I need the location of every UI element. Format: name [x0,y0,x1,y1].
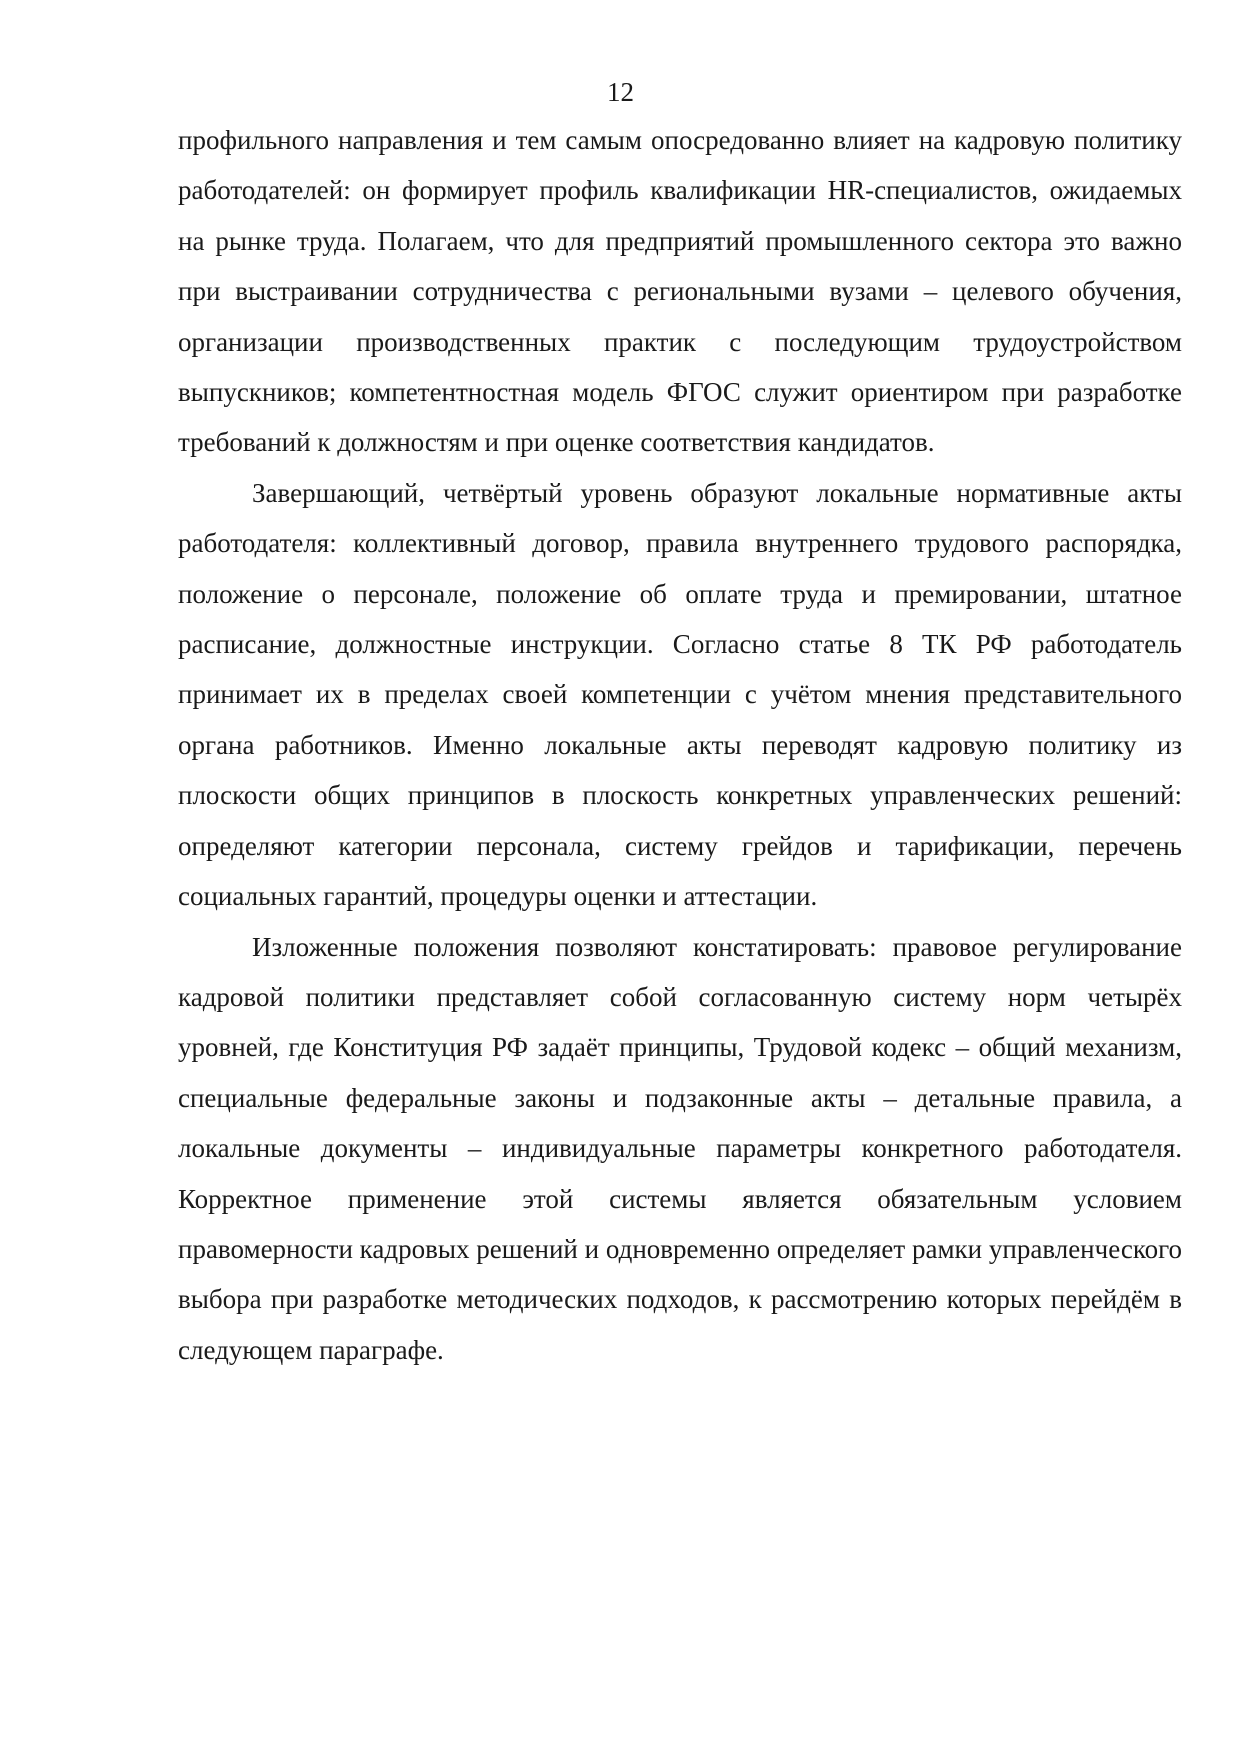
paragraph-conclusion: Изложенные положения позволяют констатировать: правовое регулирование кадровой политики представляет собой согласованную систему норм четырёх уровней, где Конституция РФ задаёт принципы, Трудовой кодекс – общий механизм, специальные федеральные законы и подзаконные акты – детальные правила, а локальные документы – индивидуальные параметры конкретного работодателя. Корректное применение этой системы является обязательным условием правомерности кадровых решений и одновременно определяет рамки управленческого выбора при разработке методических подходов, к рассмотрению которых перейдём в следующем параграфе. [178,931,1182,1365]
paragraph-local-acts: Завершающий, четвёртый уровень образуют локальные нормативные акты работодателя: коллективный договор, правила внутреннего трудового распорядка, положение о персонале, положение об оплате труда и премировании, штатное расписание, должностные инструкции. Согласно статье 8 ТК РФ работодатель принимает их в пределах своей компетенции с учётом мнения представительного органа работников. Именно локальные акты переводят кадровую политику из плоскости общих принципов в плоскость конкретных управленческих решений: определяют категории персонала, систему грейдов и тарификации, перечень социальных гарантий, процедуры оценки и аттестации. [178,477,1182,912]
page-number: 12 [607,77,634,107]
paragraph-continuation: профильного направления и тем самым опосредованно влияет на кадровую политику работодателей: он формирует профиль квалификации HR-специалистов, ожидаемых на рынке труда. Полагаем, что для предприятий промышленного сектора это важно при выстраивании сотрудничества с региональными вузами – целевого обучения, организации производственных практик с последующим трудоустройством выпускников; компетентностная модель ФГОС служит ориентиром при разработке требований к должностям и при оценке соответствия кандидатов. [178,125,1182,458]
text-body [178,115,1182,1375]
